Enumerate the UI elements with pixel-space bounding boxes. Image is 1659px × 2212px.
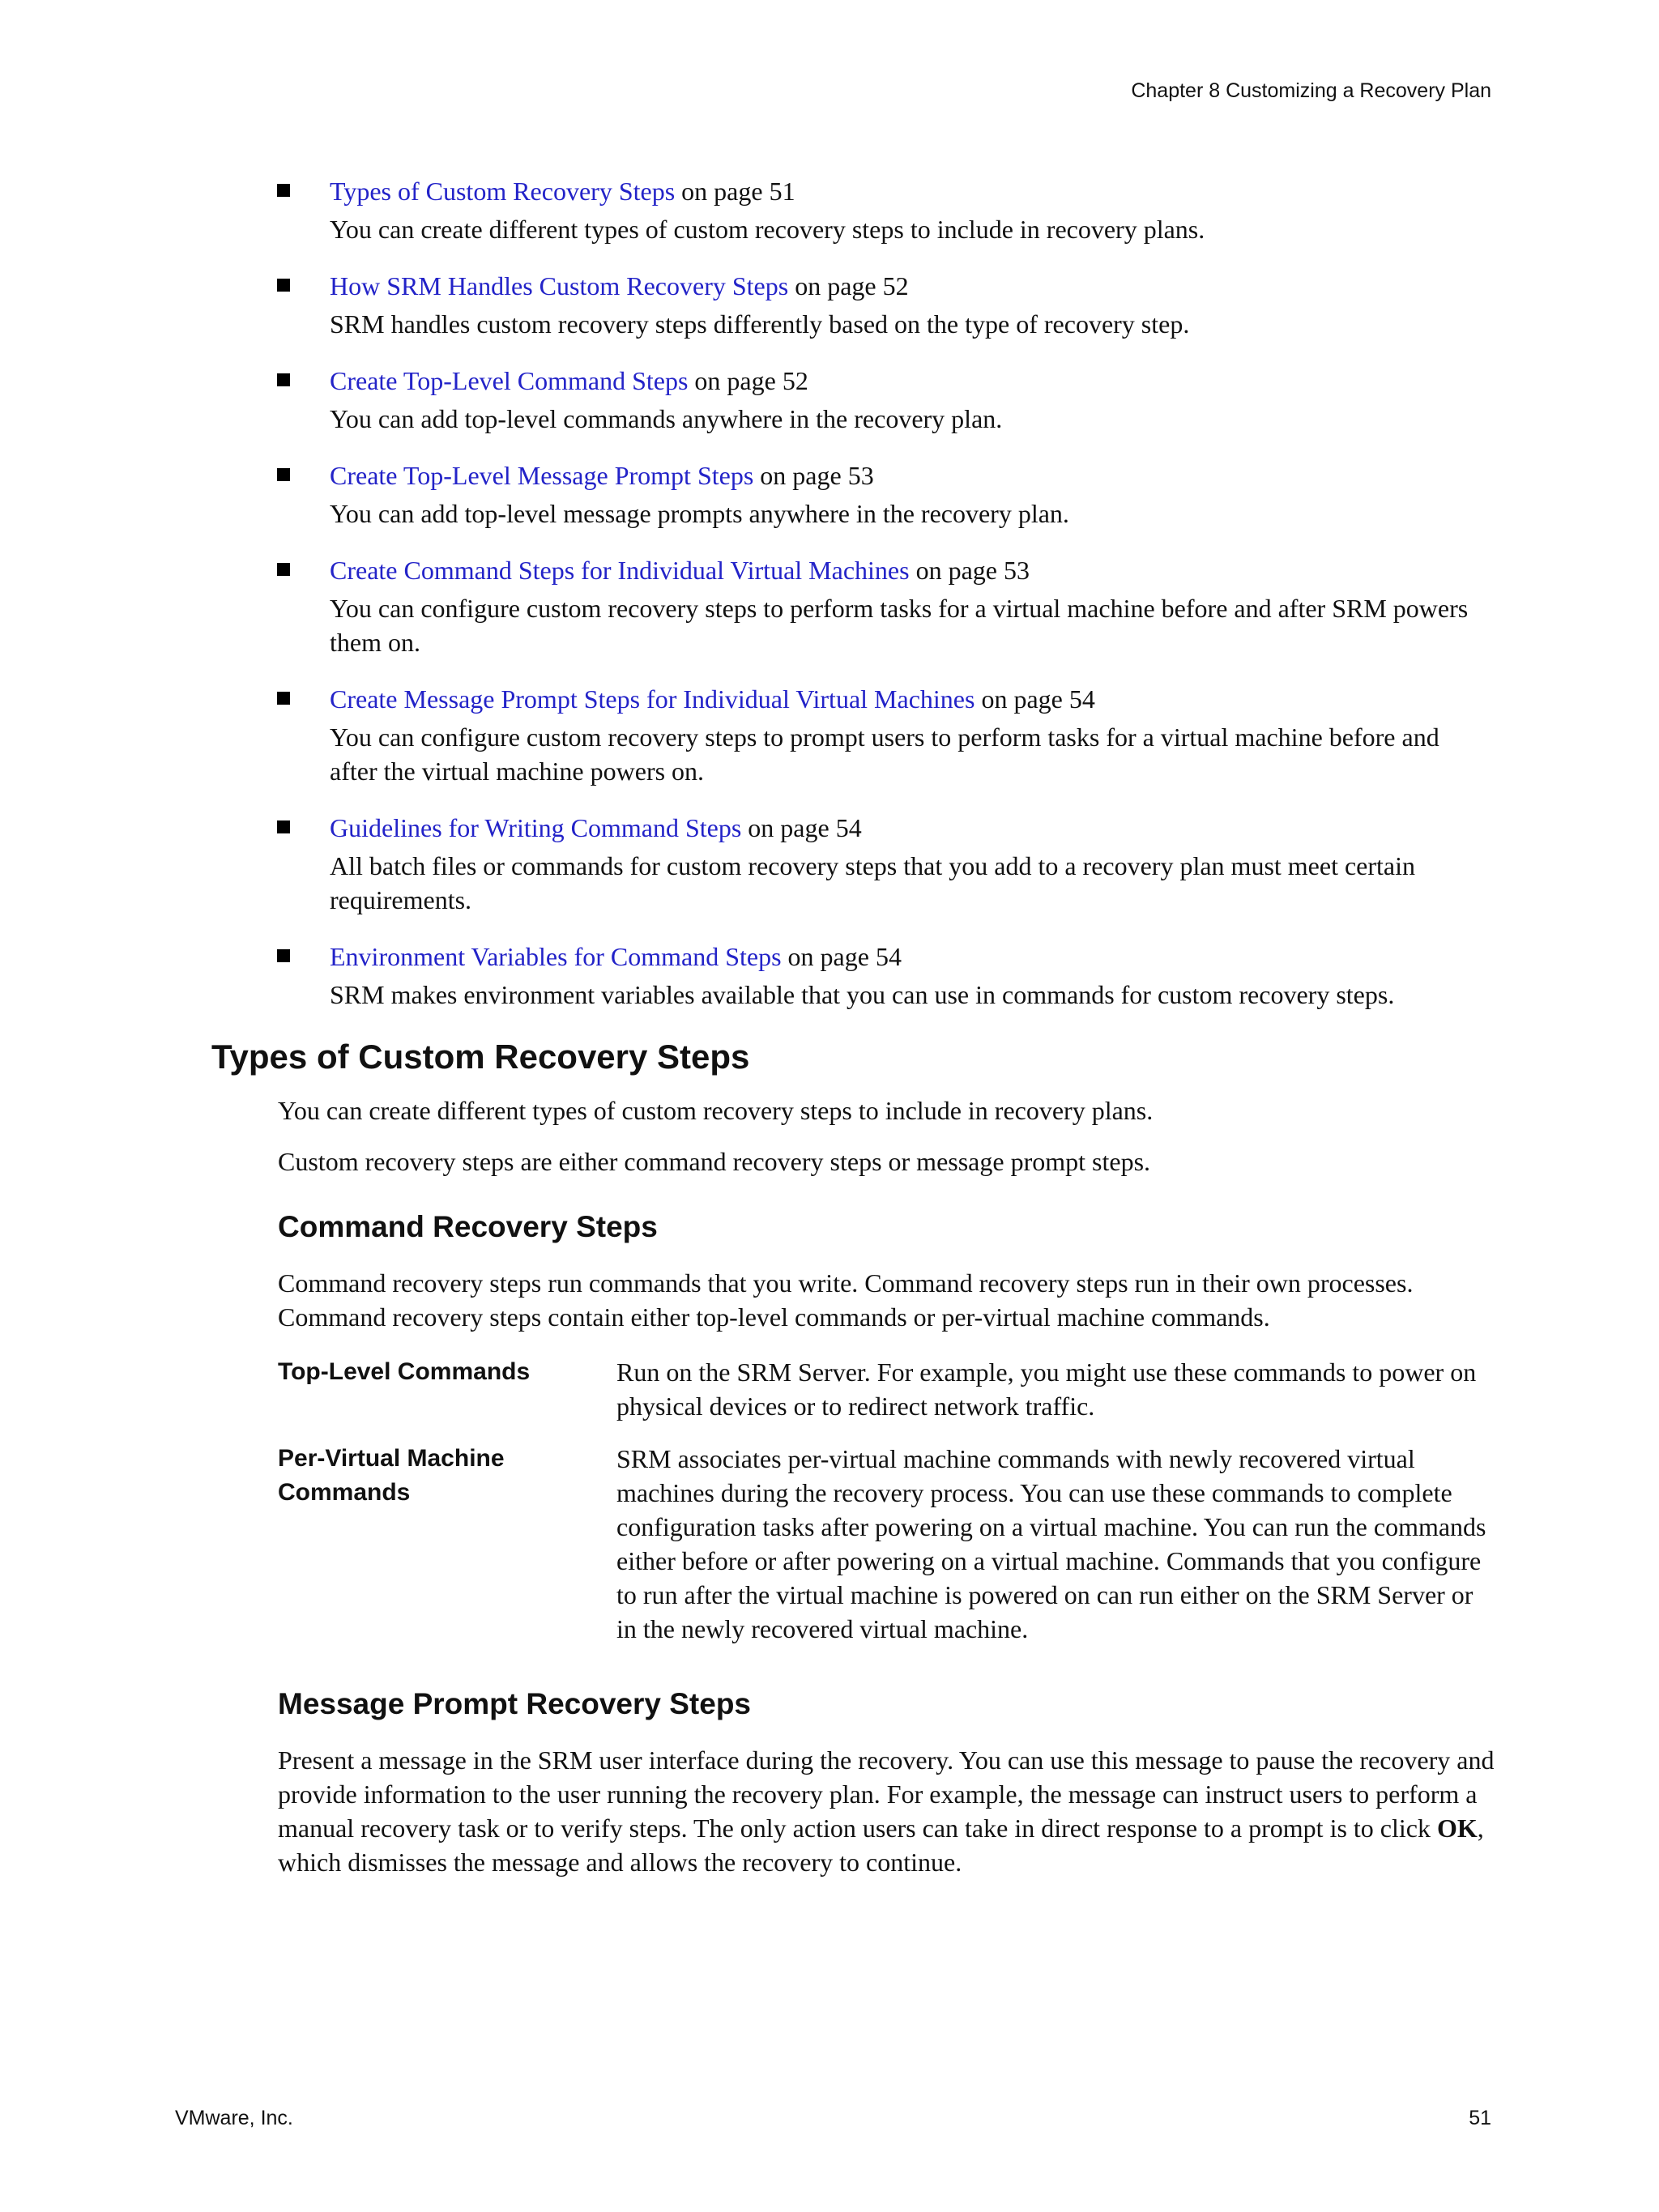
list-item — [278, 454, 1493, 531]
command-steps-paragraph: Command recovery steps run commands that you write. Command recovery steps run in their own processes. Command recovery steps contain either top-level commands or per-virtual machine commands. — [278, 1268, 1414, 1332]
topic-link[interactable]: Create Top-Level Message Prompt Steps — [330, 461, 754, 490]
section-title: Types of Custom Recovery Steps — [211, 1038, 750, 1076]
bullet-icon — [277, 563, 290, 576]
list-item — [278, 170, 1493, 246]
page-number: 51 — [1469, 2107, 1491, 2129]
topic-description: SRM handles custom recovery steps differently based on the type of recovery step. — [330, 309, 1190, 339]
ok-label: OK — [1436, 1813, 1478, 1843]
definition-description: Run on the SRM Server. For example, you might use these commands to power on physical devices or to redirect network traffic. — [616, 1357, 1477, 1421]
list-item — [278, 936, 1493, 1012]
topic-description: You can configure custom recovery steps to prompt users to perform tasks for a virtual machine before and after the virtual machine powers on. — [330, 722, 1439, 786]
bullet-icon — [277, 692, 290, 705]
intro-paragraph: Custom recovery steps are either command recovery steps or message prompt steps. — [278, 1147, 1151, 1176]
command-steps-heading: Command Recovery Steps — [278, 1210, 658, 1243]
page-reference: on page 54 — [741, 813, 862, 842]
paragraph-text: , which dismisses the message and allows the recovery to continue. — [278, 1813, 1484, 1877]
page-reference: on page 54 — [781, 942, 902, 971]
list-item — [278, 360, 1493, 436]
topic-description: You can add top-level commands anywhere in the recovery plan. — [330, 404, 1003, 433]
topic-description: You can add top-level message prompts anywhere in the recovery plan. — [330, 499, 1069, 528]
list-item — [278, 807, 1493, 917]
page-reference: on page 53 — [753, 461, 874, 490]
page-reference: on page 52 — [788, 271, 909, 300]
definition-term: Per-Virtual Machine Commands — [278, 1445, 505, 1506]
topic-link[interactable]: Environment Variables for Command Steps — [330, 942, 782, 971]
topic-description: You can create different types of custom recovery steps to include in recovery plans. — [330, 215, 1205, 244]
page-reference: on page 52 — [688, 366, 808, 395]
definition-description: SRM associates per-virtual machine commands with newly recovered virtual machines during the recovery process. You can use these commands to complete configuration tasks after powering on a virtual machine. You can run the commands either before or after powering on a virtual machine. Commands that you configure to run after the virtual machine is powered on can run either on the SRM Server or in the newly recovered virtual machine. — [616, 1444, 1486, 1643]
message-steps-body — [278, 1743, 1497, 1879]
intro-paragraph: You can create different types of custom recovery steps to include in recovery plans. — [278, 1096, 1154, 1125]
bullet-icon — [277, 949, 290, 962]
bullet-icon — [277, 468, 290, 481]
page-reference: on page 51 — [675, 177, 795, 206]
section-intro — [278, 1093, 1497, 1178]
bullet-icon — [277, 279, 290, 292]
topic-link[interactable]: How SRM Handles Custom Recovery Steps — [330, 271, 789, 300]
command-steps-body — [278, 1266, 1497, 1334]
topic-list — [278, 170, 1493, 1030]
bullet-icon — [277, 820, 290, 833]
definition-term: Top-Level Commands — [278, 1358, 531, 1385]
list-item — [278, 678, 1493, 788]
list-item — [278, 549, 1493, 659]
topic-link[interactable]: Create Top-Level Command Steps — [330, 366, 689, 395]
bullet-icon — [277, 373, 290, 386]
topic-link[interactable]: Guidelines for Writing Command Steps — [330, 813, 742, 842]
footer-company: VMware, Inc. — [175, 2107, 293, 2129]
page-reference: on page 53 — [909, 556, 1030, 585]
message-steps-paragraph — [278, 1743, 1497, 1879]
page-reference: on page 54 — [975, 684, 1095, 714]
list-item — [278, 265, 1493, 341]
topic-description: You can configure custom recovery steps to perform tasks for a virtual machine before and after SRM powers them on. — [330, 594, 1469, 657]
topic-description: SRM makes environment variables available that you can use in commands for custom recovery steps. — [330, 980, 1395, 1009]
topic-link[interactable]: Create Message Prompt Steps for Individual Virtual Machines — [330, 684, 975, 714]
topic-link[interactable]: Create Command Steps for Individual Virtual Machines — [330, 556, 910, 585]
message-steps-heading: Message Prompt Recovery Steps — [278, 1687, 752, 1720]
topic-description: All batch files or commands for custom recovery steps that you add to a recovery plan must meet certain requirements. — [330, 851, 1416, 914]
bullet-icon — [277, 184, 290, 197]
chapter-header: Chapter 8 Customizing a Recovery Plan — [1131, 79, 1491, 102]
topic-link[interactable]: Types of Custom Recovery Steps — [330, 177, 676, 206]
paragraph-text: Present a message in the SRM user interface during the recovery. You can use this message to pause the recovery and provide information to the user running the recovery plan. For example, the message can instruct users to perform a manual recovery task or to verify steps. The only action users can take in direct response to a prompt is to click — [278, 1745, 1495, 1843]
